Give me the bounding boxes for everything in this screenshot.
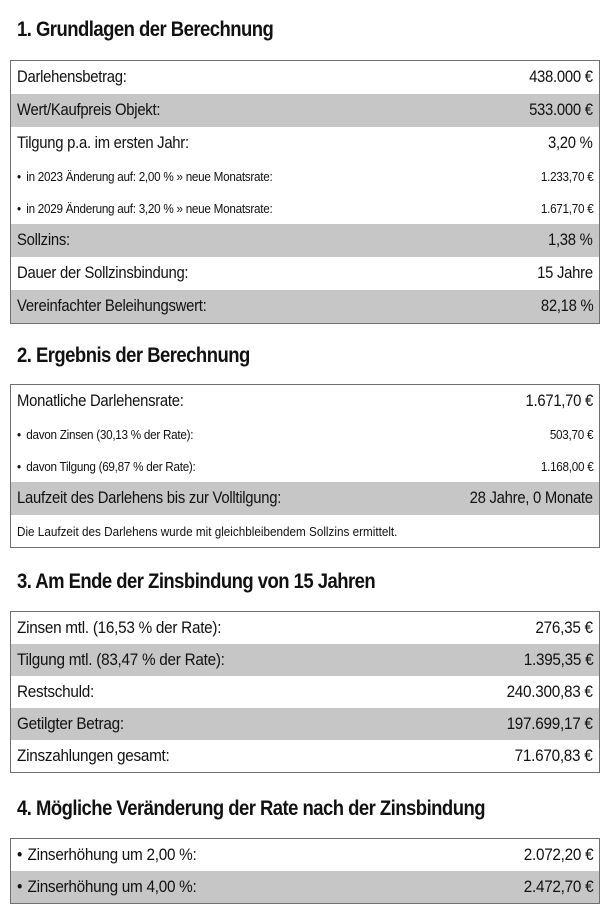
row-tilgung-mtl — [11, 644, 599, 676]
label: Darlehensbetrag: — [17, 68, 127, 86]
label: Tilgung p.a. im ersten Jahr: — [17, 134, 189, 152]
value: 82,18 % — [540, 297, 593, 315]
label: Dauer der Sollzinsbindung: — [17, 264, 189, 282]
label: Wert/Kaufpreis Objekt: — [17, 101, 161, 119]
bullet-icon: • — [17, 426, 21, 442]
value: 1.168,00 € — [540, 458, 593, 474]
section-title-veraenderung: 4. Mögliche Veränderung der Rate nach der Zinsbindung — [17, 797, 485, 820]
label: Laufzeit des Darlehens bis zur Volltilgung: — [17, 489, 282, 507]
value: 533.000 € — [529, 101, 593, 119]
laufzeit-note: Die Laufzeit des Darlehens wurde mit gleichbleibendem Sollzins ermittelt. — [17, 523, 398, 539]
row-davon-tilgung — [11, 450, 599, 482]
value: 240.300,83 € — [506, 682, 593, 701]
row-monatsrate — [11, 385, 599, 418]
bullet-icon: • — [17, 200, 21, 216]
section-title-grundlagen: 1. Grundlagen der Berechnung — [17, 18, 274, 41]
row-beleihungswert — [11, 290, 599, 323]
value: 2.072,20 € — [523, 845, 593, 864]
value: 1.395,35 € — [523, 650, 593, 669]
value: 276,35 € — [535, 618, 593, 637]
label: davon Zinsen (30,13 % der Rate): — [26, 426, 194, 442]
value: 438.000 € — [529, 68, 593, 86]
row-aenderung-2029 — [11, 192, 599, 224]
label: in 2023 Änderung auf: 2,00 % » neue Monatsrate: — [26, 168, 273, 184]
value: 2.472,70 € — [523, 877, 593, 896]
label: Zinszahlungen gesamt: — [17, 746, 170, 765]
row-sollzins — [11, 224, 599, 257]
value: 1.233,70 € — [540, 168, 593, 184]
row-zinsen-mtl — [11, 612, 599, 644]
ergebnis-table — [10, 384, 600, 548]
value: 1.671,70 € — [525, 392, 593, 410]
label: Sollzins: — [17, 231, 70, 249]
veraenderung-table — [10, 838, 600, 904]
ende-zinsbindung-table — [10, 611, 600, 773]
value: 28 Jahre, 0 Monate — [469, 489, 593, 507]
grundlagen-table — [10, 60, 600, 324]
label: Vereinfachter Beleihungswert: — [17, 297, 207, 315]
row-restschuld — [11, 676, 599, 708]
value: 71.670,83 € — [515, 746, 593, 765]
value: 197.699,17 € — [506, 714, 593, 733]
row-davon-zinsen — [11, 418, 599, 450]
value: 1,38 % — [548, 231, 593, 249]
bullet-icon: • — [17, 877, 23, 896]
section-title-ende-zinsbindung: 3. Am Ende der Zinsbindung von 15 Jahren — [17, 570, 376, 593]
row-darlehensbetrag — [11, 61, 599, 94]
label: Getilgter Betrag: — [17, 714, 124, 733]
label: in 2029 Änderung auf: 3,20 % » neue Monatsrate: — [26, 200, 273, 216]
label: Zinserhöhung um 2,00 %: — [27, 845, 197, 864]
value: 15 Jahre — [537, 264, 593, 282]
label: Zinserhöhung um 4,00 %: — [27, 877, 197, 896]
row-sollzinsbindung — [11, 257, 599, 290]
bullet-icon: • — [17, 168, 21, 184]
value: 3,20 % — [548, 134, 593, 152]
label: Monatliche Darlehensrate: — [17, 392, 184, 410]
row-zinszahlungen-gesamt — [11, 740, 599, 772]
value: 1.671,70 € — [540, 200, 593, 216]
row-zinserhoehung-4 — [11, 871, 599, 903]
label: Zinsen mtl. (16,53 % der Rate): — [17, 618, 222, 637]
label: Restschuld: — [17, 682, 94, 701]
label: davon Tilgung (69,87 % der Rate): — [26, 458, 196, 474]
row-aenderung-2023 — [11, 160, 599, 192]
bullet-icon: • — [17, 458, 21, 474]
row-kaufpreis — [11, 94, 599, 127]
section-title-ergebnis: 2. Ergebnis der Berechnung — [17, 344, 250, 367]
row-tilgung — [11, 127, 599, 160]
row-laufzeit — [11, 482, 599, 515]
label: Tilgung mtl. (83,47 % der Rate): — [17, 650, 225, 669]
value: 503,70 € — [549, 426, 593, 442]
row-getilgter-betrag — [11, 708, 599, 740]
bullet-icon: • — [17, 845, 23, 864]
row-zinserhoehung-2 — [11, 839, 599, 871]
